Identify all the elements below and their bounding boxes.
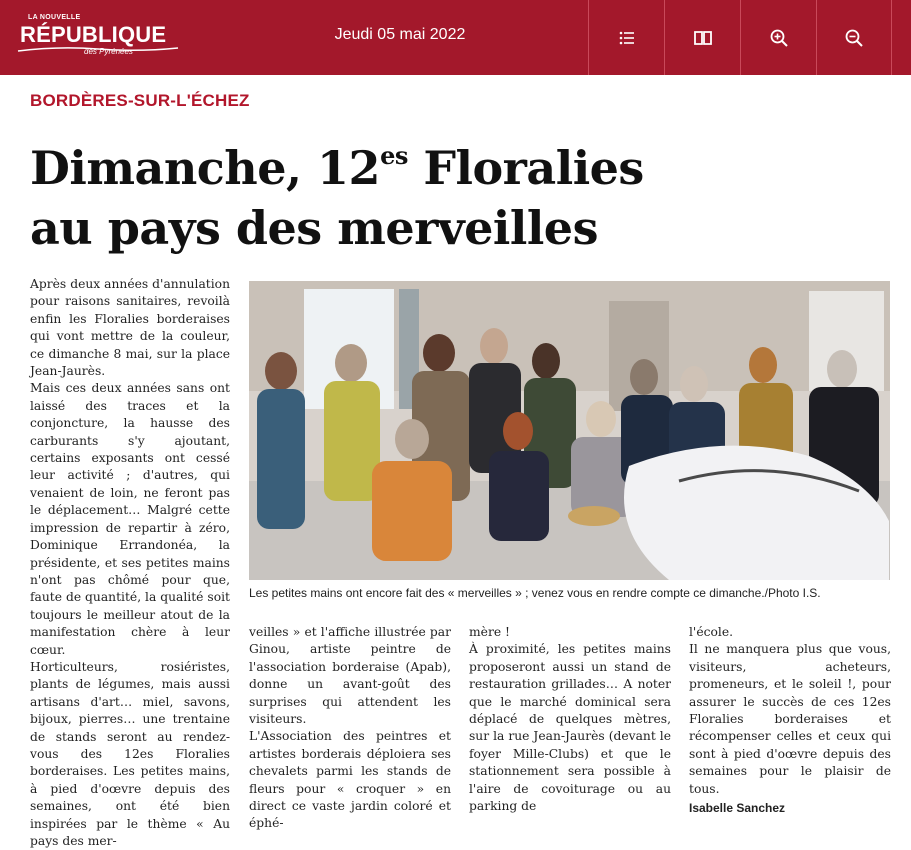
article-kicker: BORDÈRES-SUR-L'ÉCHEZ bbox=[30, 91, 250, 110]
newspaper-logo[interactable] bbox=[18, 14, 183, 62]
headline-line-2: au pays des merveilles bbox=[30, 201, 598, 255]
paragraph: veilles » et l'affiche illustrée par Ginou, artiste peintre de l'association borderaise (Apab), donne un avant-goût des surprises qui attendent les visiteurs. bbox=[249, 625, 451, 727]
paragraph: À proximité, les petites mains proposeront aussi un stand de restauration grillades… A noter que le marché dominical sera déplacé de quelques mètres, sur la rue Jean-Jaurès (devant le foyer Mille-Clubs) et que le stationnement sera possible à l'aire de covoiturage ou au parking de bbox=[469, 642, 671, 814]
article-author: Isabelle Sanchez bbox=[689, 801, 786, 816]
article-column-3 bbox=[469, 624, 671, 815]
edition-date: Jeudi 05 mai 2022 bbox=[334, 26, 466, 43]
zoom-out-icon bbox=[844, 28, 864, 48]
zoom-out-button[interactable] bbox=[816, 0, 892, 75]
paragraph: Horticulteurs, rosiéristes, plants de légumes, mais aussi artisans d'art… miel, savons, bijoux, pierres… une trentaine de stands seront au rendez-vous des 12es Floralies borderaises. Les petites mains, à pied d'oœvre depuis des semaines, ont été bien inspirées par le thème « Au pays des mer- bbox=[30, 659, 230, 848]
list-icon bbox=[617, 28, 637, 48]
logo-title: RÉPUBLIQUE bbox=[20, 22, 167, 47]
paragraph: Il ne manquera plus que vous, visiteurs, acheteurs, promeneurs, et le soleil !, pour assurer le succès de ces 12es Floralies borderaises et récompenser celles et ceux qui sont à pied d'oœvre depuis des semaines pour le plaisir de tous. bbox=[689, 642, 891, 796]
article-photo bbox=[249, 281, 890, 580]
logo-small-text: LA NOUVELLE bbox=[28, 14, 81, 21]
article-headline bbox=[30, 126, 890, 258]
reading-mode-button[interactable] bbox=[664, 0, 740, 75]
paragraph: Après deux années d'annulation pour raisons sanitaires, revoilà enfin les Floralies borderaises qui vont mettre de la couleur, ce dimanche 8 mai, sur la place Jean-Jaurès. bbox=[30, 277, 230, 379]
book-icon bbox=[693, 28, 713, 48]
paragraph: Mais ces deux années sans ont laissé des traces et la conjoncture, la hausse des carburants s'y ajoutant, certains exposants ont cessé leur activité ; d'autres, qui venaient de loin, ne feront pas le déplacement… Malgré cette impression de repartir à zéro, Dominique Errandonéa, la présidente, et ses petites mains n'ont pas chômé pour que, faute de quantité, la qualité soit toujours le meilleur atout de la manifestation chère à leur cœur. bbox=[30, 381, 230, 657]
headline-superscript: es bbox=[380, 141, 408, 170]
article-column-1 bbox=[30, 276, 230, 850]
photo-caption: Les petites mains ont encore fait des « merveilles » ; venez vous en rendre compte ce dimanche./Photo I.S. bbox=[249, 586, 821, 600]
article-column-4 bbox=[689, 624, 891, 817]
headline-part-1: Dimanche, 12 bbox=[30, 141, 381, 195]
paragraph: mère ! bbox=[469, 625, 510, 639]
article-column-2 bbox=[249, 624, 451, 833]
logo-subtitle: des Pyrénées bbox=[84, 47, 133, 56]
headline-part-2: Floralies bbox=[407, 141, 644, 195]
table-of-contents-button[interactable] bbox=[588, 0, 664, 75]
paragraph: L'Association des peintres et artistes borderais déploiera ses chevalets parmi les stands de fleurs pour « croquer » en direct ce vaste jardin coloré et éphé- bbox=[249, 729, 451, 831]
zoom-in-button[interactable] bbox=[740, 0, 816, 75]
top-bar bbox=[0, 0, 911, 75]
zoom-in-icon bbox=[769, 28, 789, 48]
paragraph: l'école. bbox=[689, 625, 733, 639]
